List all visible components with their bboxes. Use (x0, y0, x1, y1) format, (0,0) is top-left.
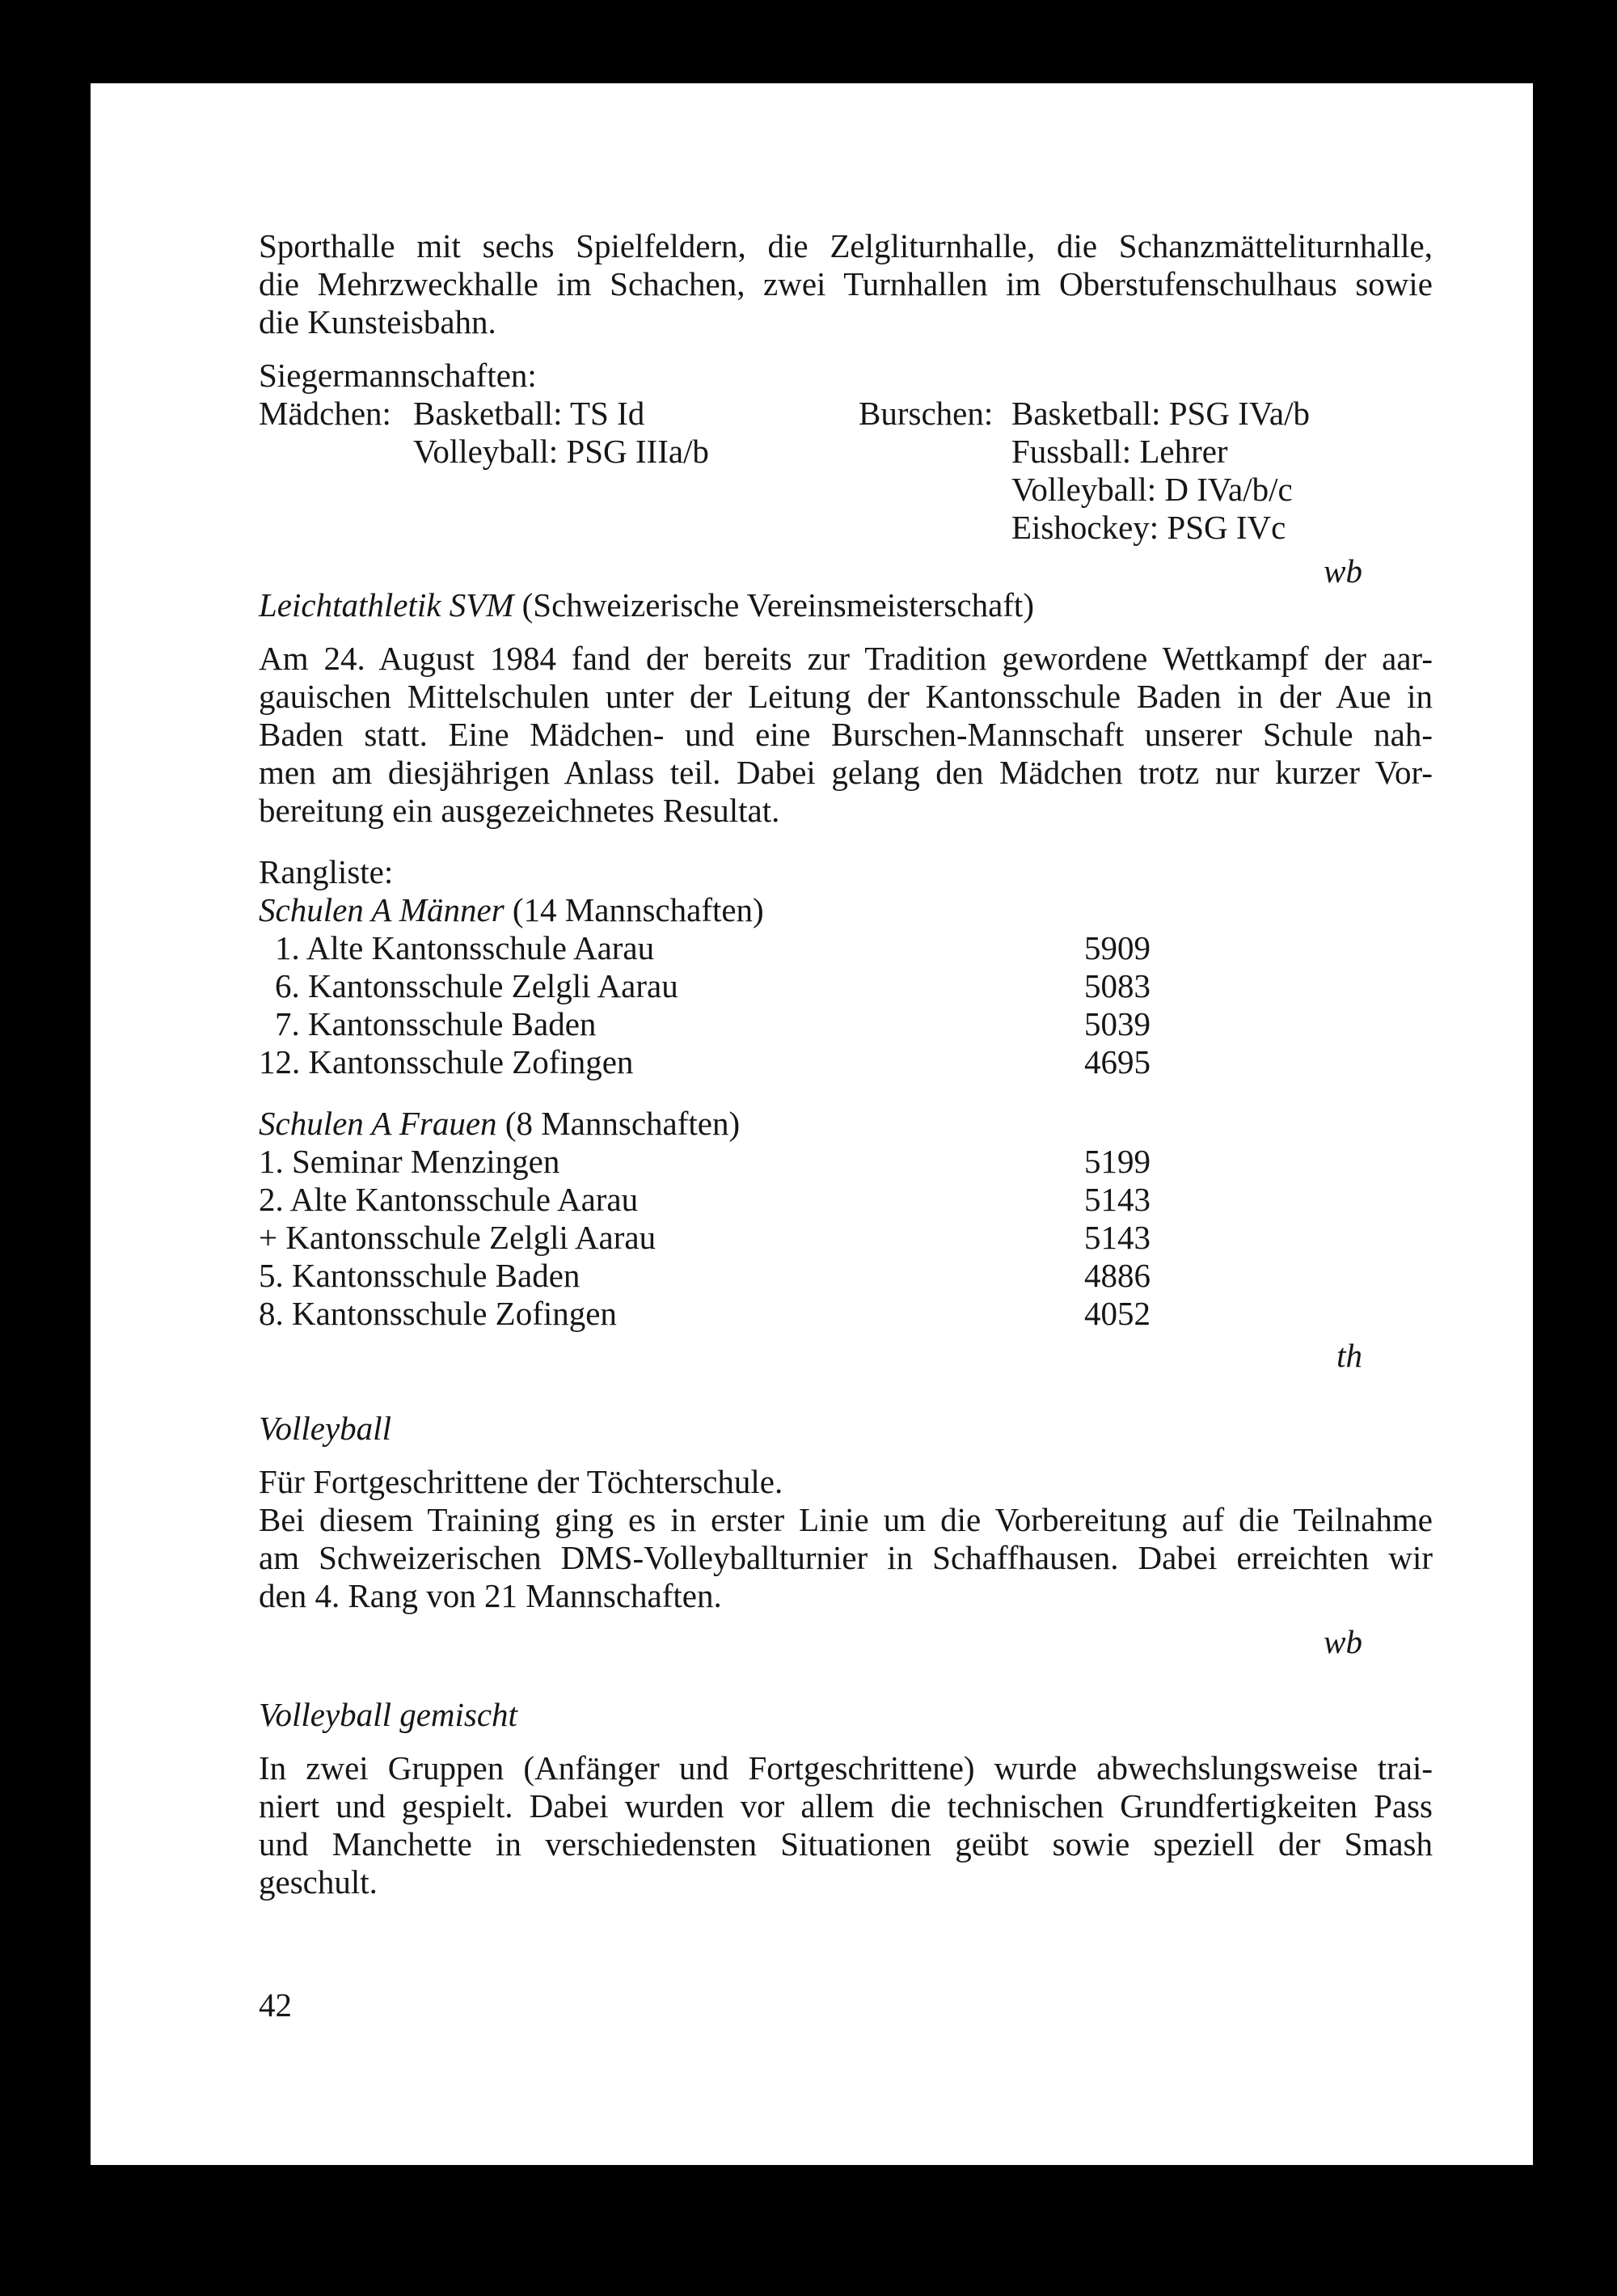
table-row: 6. Kantonsschule Zelgli Aarau (275, 967, 678, 1004)
volleyball-mixed-title: Volleyball gemischt (259, 1696, 517, 1733)
volleyball-line: Für Fortgeschrittene der Töchterschule. (259, 1463, 783, 1500)
points: 4695 (1084, 1043, 1150, 1080)
signature-th: th (1336, 1337, 1362, 1374)
points: 4052 (1084, 1295, 1150, 1332)
volleyball-line: Bei diesem Training ging es in erster Linie um die Vorbereitung auf die Teilnahme (259, 1501, 1433, 1538)
table-row: 5. Kantonsschule Baden (259, 1257, 581, 1294)
intro-line: die Mehrzweckhalle im Schachen, zwei Turnhallen im Oberstufenschulhaus sowie (259, 265, 1433, 302)
table-row: 1. Alte Kantonsschule Aarau (275, 929, 655, 966)
athletics-line: Baden statt. Eine Mädchen- und eine Burschen-Mannschaft unserer Schule nah- (259, 716, 1433, 753)
winners-heading: Siegermannschaften: (259, 357, 537, 394)
girls-winner: Basketball: TS Id (413, 395, 645, 432)
boys-winner: Volleyball: D IVa/b/c (1011, 471, 1293, 508)
ranking-label: Rangliste: (259, 853, 394, 890)
table-row: + Kantonsschule Zelgli Aarau (259, 1219, 657, 1256)
girls-winner: Volleyball: PSG IIIa/b (413, 433, 709, 470)
athletics-line: men am diesjährigen Anlass teil. Dabei gelang den Mädchen trotz nur kurzer Vor- (259, 754, 1433, 791)
table-row: 12. Kantonsschule Zofingen (259, 1043, 634, 1080)
signature-wb: wb (1324, 552, 1362, 590)
signature-wb: wb (1324, 1623, 1362, 1660)
volleyball-line: den 4. Rang von 21 Mannschaften. (259, 1577, 722, 1614)
volleyball-line: am Schweizerischen DMS-Volleyballturnier in Schaffhausen. Dabei erreichten wir (259, 1539, 1433, 1576)
table-row: 2. Alte Kantonsschule Aarau (259, 1181, 639, 1218)
volleyball-mixed-line: geschult. (259, 1863, 378, 1901)
intro-line: Sporthalle mit sechs Spielfeldern, die Zelgliturnhalle, die Schanzmätteliturnhalle, (259, 227, 1433, 264)
volleyball-mixed-line: und Manchette in verschiedensten Situationen geübt sowie speziell der Smash (259, 1825, 1433, 1863)
volleyball-mixed-line: In zwei Gruppen (Anfänger und Fortgeschrittene) wurde abwechslungsweise trai- (259, 1749, 1433, 1786)
athletics-line: gauischen Mittelschulen unter der Leitung der Kantonsschule Baden in der Aue in (259, 678, 1433, 715)
athletics-line: Am 24. August 1984 fand der bereits zur Tradition gewordene Wettkampf der aar- (259, 640, 1433, 677)
boys-label: Burschen: (859, 395, 994, 432)
points: 5083 (1084, 967, 1150, 1004)
points: 4886 (1084, 1257, 1150, 1294)
men-ranking-title: Schulen A Männer (14 Mannschaften) (259, 891, 764, 928)
table-row: 8. Kantonsschule Zofingen (259, 1295, 617, 1332)
points: 5143 (1084, 1181, 1150, 1218)
page-number: 42 (259, 1986, 292, 2023)
volleyball-mixed-line: niert und gespielt. Dabei wurden vor allem die technischen Grundfertigkeiten Pass (259, 1787, 1433, 1825)
points: 5199 (1084, 1143, 1150, 1180)
table-row: 7. Kantonsschule Baden (275, 1005, 597, 1042)
points: 5909 (1084, 929, 1150, 966)
athletics-title: Leichtathletik SVM (Schweizerische Vereinsmeisterschaft) (259, 586, 1034, 624)
document-page (91, 83, 1533, 2165)
boys-winner: Fussball: Lehrer (1011, 433, 1228, 470)
intro-line: die Kunsteisbahn. (259, 303, 496, 340)
points: 5039 (1084, 1005, 1150, 1042)
boys-winner: Eishockey: PSG IVc (1011, 509, 1286, 546)
women-ranking-title: Schulen A Frauen (8 Mannschaften) (259, 1105, 741, 1142)
table-row: 1. Seminar Menzingen (259, 1143, 560, 1180)
girls-label: Mädchen: (259, 395, 391, 432)
athletics-line: bereitung ein ausgezeichnetes Resultat. (259, 792, 780, 829)
points: 5143 (1084, 1219, 1150, 1256)
volleyball-title: Volleyball (259, 1410, 391, 1447)
boys-winner: Basketball: PSG IVa/b (1011, 395, 1310, 432)
